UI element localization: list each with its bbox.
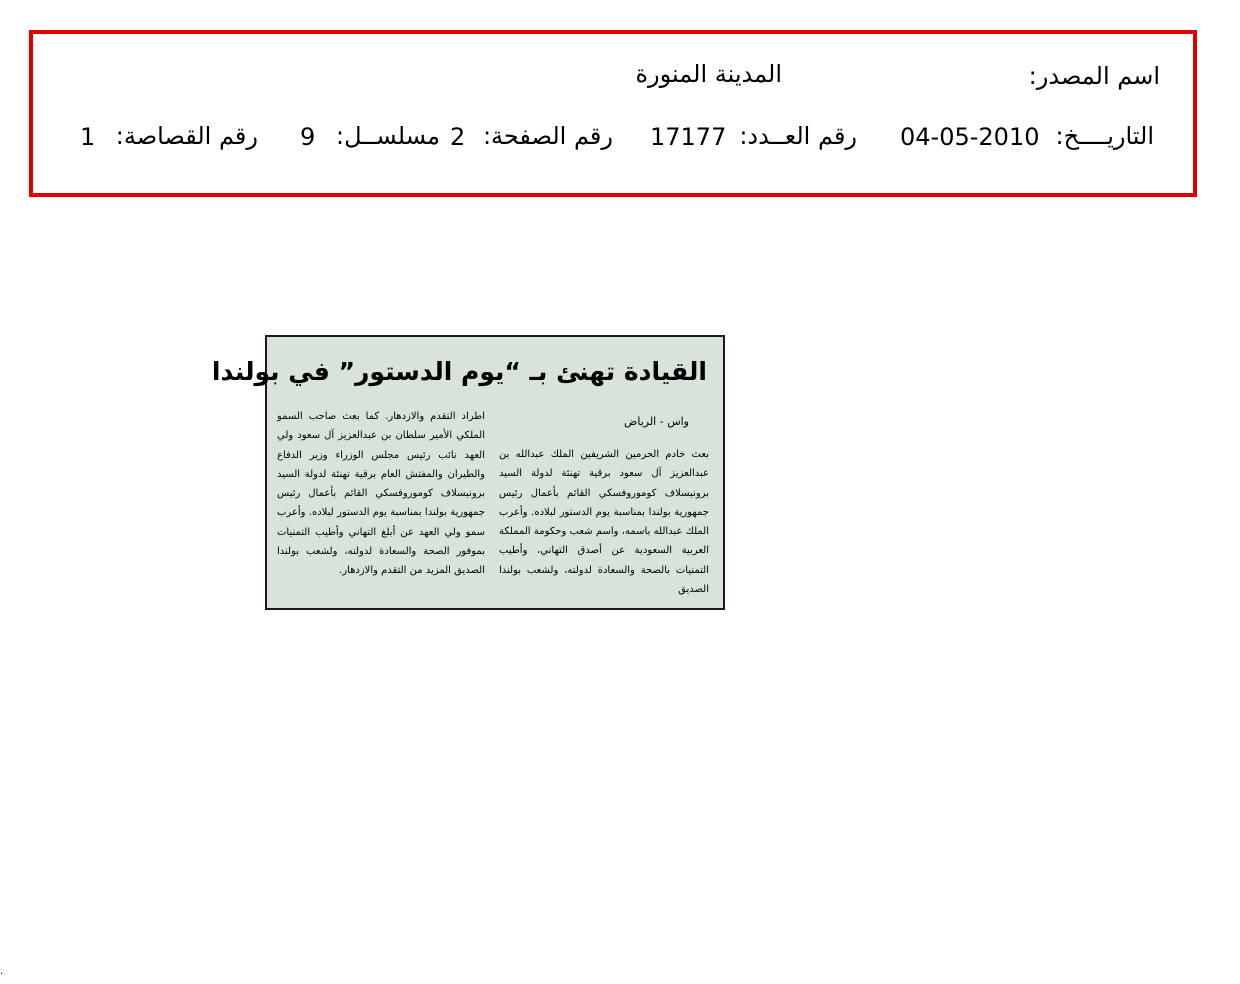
date-label: التاريــــخ: [1055,122,1154,150]
article-byline: واس - الرياض [624,415,689,428]
issue-label: رقم العــدد: [739,122,857,150]
source-info-box [29,30,1197,197]
serial-value: 9 [300,123,316,151]
article-column-left: اطراد التقدم والازدهار. كما بعث صاحب السمو الملكي الأمير سلطان بن عبدالعزيز آل سعود ولي العهد نائب رئيس مجلس الوزراء وزير الدفاع والطيران والمفتش العام برقية تهنئة لدولة السيد برونيسلاف كوموروفسكي القائم بأعمال رئيس جمهورية بولندا بمناسبة يوم الدستور لبلاده. وأعرب سمو ولي العهد عن أبلغ التهاني وأطيب التمنيات بموفور الصحة والسعادة لدولته، ولشعب بولندا الصديق المزيد من التقدم والازدهار. [277,411,485,577]
clip-label: رقم القصاصة: [115,122,258,150]
corner-mark: . [0,966,4,977]
article-headline: القيادة تهنئ بـ “يوم الدستور” في بولندا [211,357,707,386]
issue-value: 17177 [650,123,727,151]
page-value: 2 [450,123,466,151]
news-clipping [211,335,725,610]
source-label: اسم المصدر: [1028,62,1160,90]
clip-value: 1 [80,123,96,151]
date-value: 04-05-2010 [900,123,1040,151]
page-label: رقم الصفحة: [482,122,613,150]
source-value: المدينة المنورة [635,60,782,88]
serial-label: مسلســل: [336,122,440,150]
article-column-right: بعث خادم الحرمين الشريفين الملك عبدالله بن عبدالعزيز آل سعود برقية تهنئة لدولة السيد برونيسلاف كوموروفسكي القائم بأعمال رئيس جمهورية بولندا بمناسبة يوم الدستور لبلاده. وأعرب الملك عبدالله باسمه، واسم شعب وحكومة المملكة العربية السعودية عن أصدق التهاني، وأطيب التمنيات بالصحة والسعادة لدولته، ولشعب بولندا الصديق [499,449,709,596]
